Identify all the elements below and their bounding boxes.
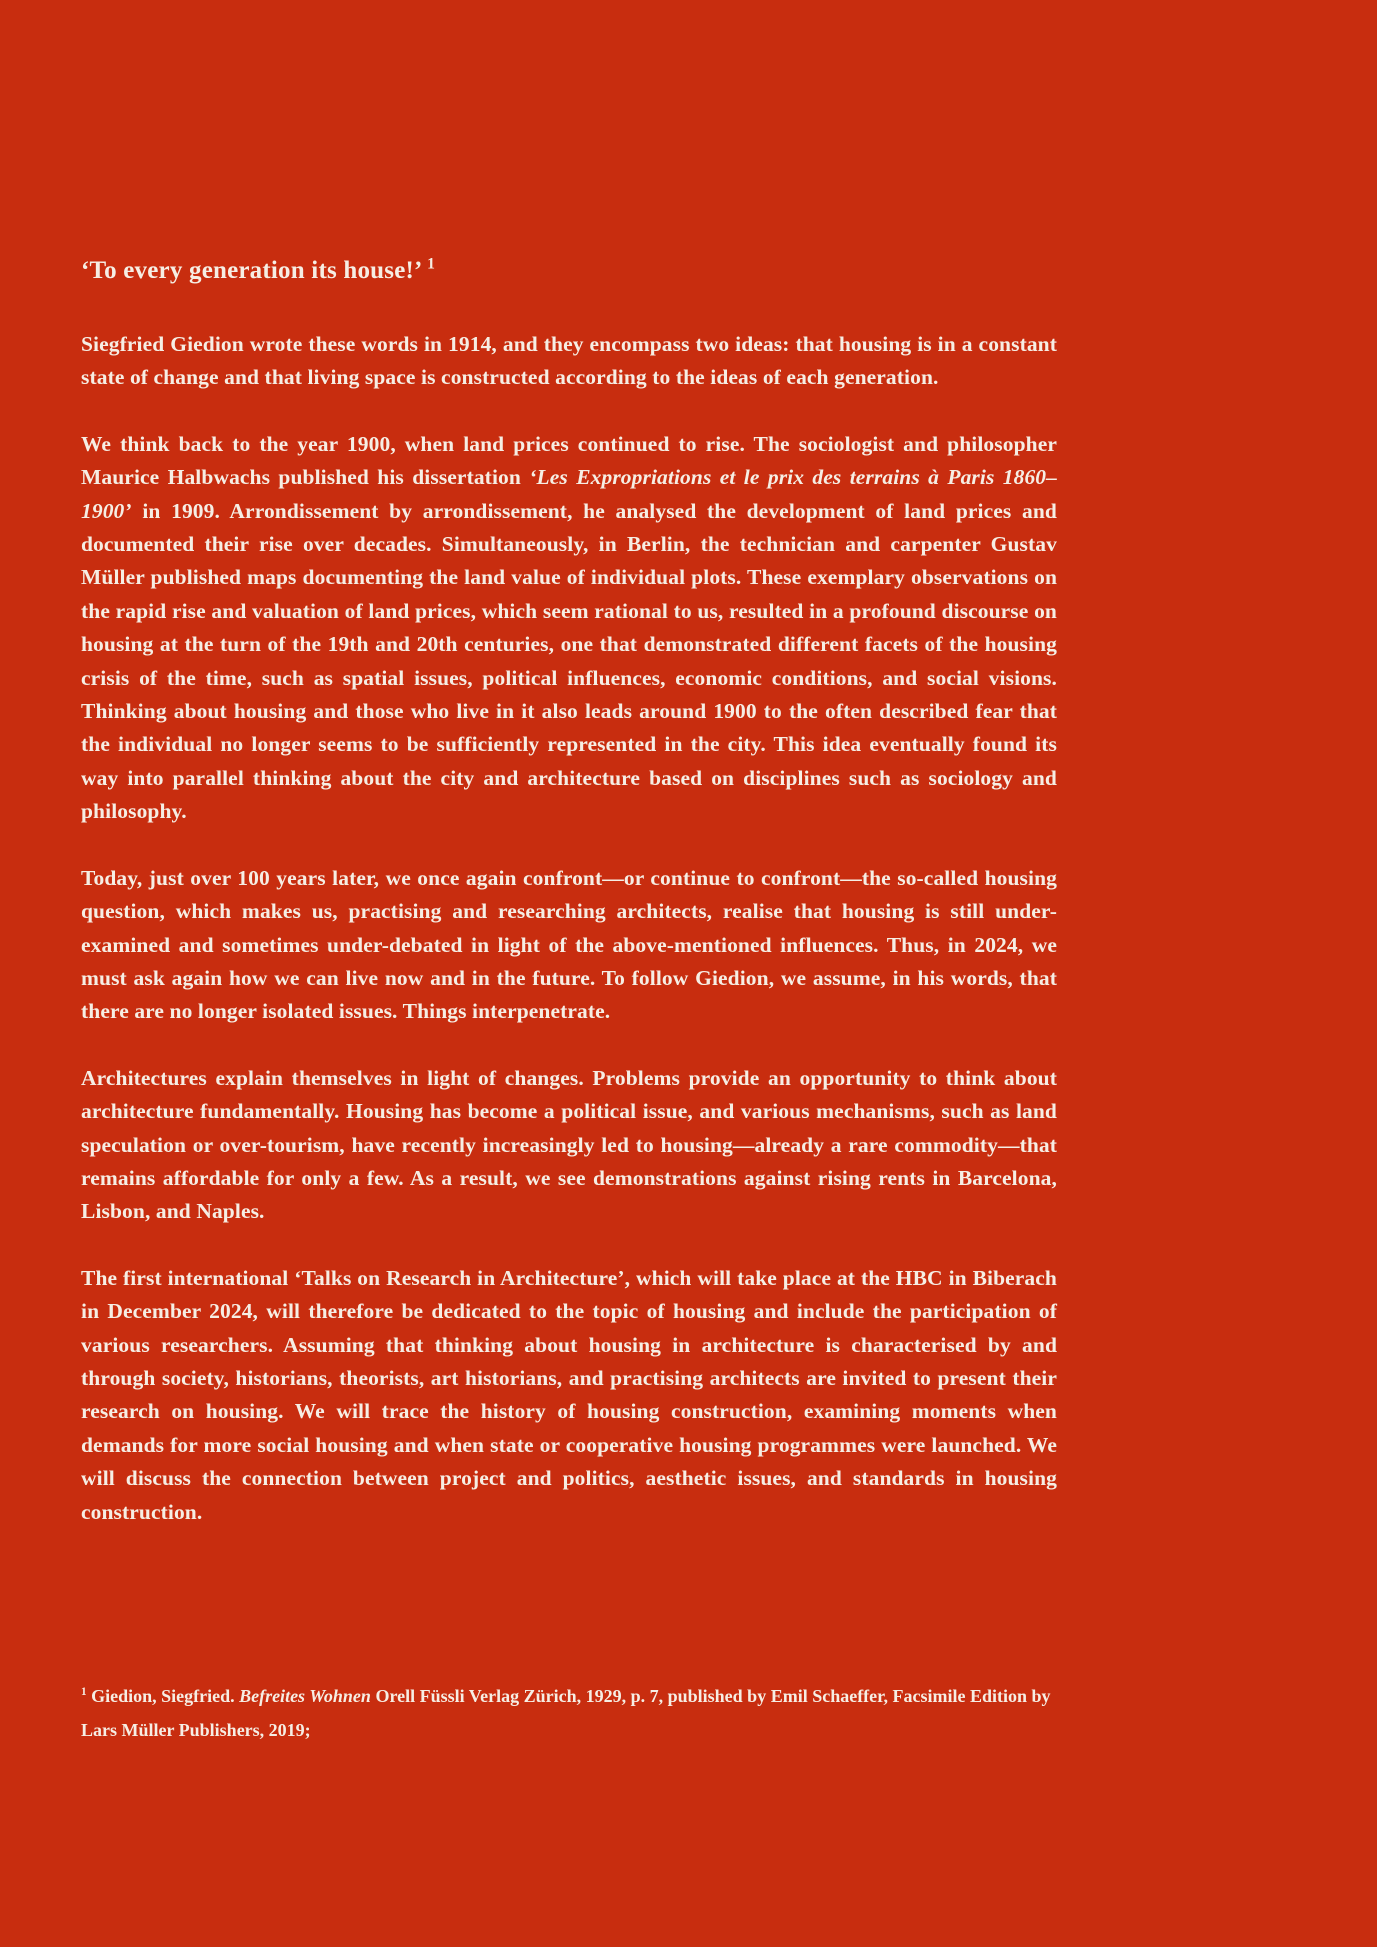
text-run: ‘To every generation its house!’ [81, 257, 428, 284]
text-run: Giedion, Siegfried. [86, 1686, 240, 1706]
superscript-marker: 1 [427, 255, 436, 273]
text-run: Siegfried Giedion wrote these words in 1914, and they encompass two ideas: that housing is in a constant state of change and that living space is constructed according to the ideas of each generation. [81, 332, 1057, 390]
superscript-marker: 1 [81, 1686, 87, 1698]
page-title [81, 256, 1057, 286]
body-paragraphs [81, 328, 1057, 1529]
text-run: Orell Füssli Verlag Zürich, 1929, p. 7, published by Emil Schaeffer, Facsimile Edition by Lars Müller Publishers, 2019; [81, 1686, 1051, 1740]
text-run: Today, just over 100 years later, we once again confront—or continue to confront—the so-called housing question, which makes us, practising and researching architects, realise that housing is still under-examined and sometimes under-debated in light of the above-mentioned influences. Thus, in 2024, we must ask again how we can live now and in the future. To follow Giedion, we assume, in his words, that there are no longer isolated issues. Things interpenetrate. [81, 865, 1057, 1024]
text-run: Architectures explain themselves in light of changes. Problems provide an opportunity to think about architecture fundamentally. Housing has become a political issue, and various mechanisms, such as land speculation or over-tourism, have recently increasingly led to housing—already a rare commodity—that remains affordable for only a few. As a result, we see demonstrations against rising rents in Barcelona, Lisbon, and Naples. [81, 1065, 1057, 1224]
text-run: in 1909. Arrondissement by arrondissement, he analysed the development of land prices and documented their rise over decades. Simultaneously, in Berlin, the technician and carpenter Gustav Müller published maps documenting the land value of individual plots. These exemplary observations on the rapid rise and valuation of land prices, which seem rational to us, resulted in a profound discourse on housing at the turn of the 19th and 20th centuries, one that demonstrated different facets of the housing crisis of the time, such as spatial issues, political influences, economic conditions, and social visions. Thinking about housing and those who live in it also leads around 1900 to the often described fear that the individual no longer seems to be sufficiently represented in the city. This idea eventually found its way into parallel thinking about the city and architecture based on disciplines such as sociology and philosophy. [81, 498, 1057, 824]
text-run: Befreites Wohnen [239, 1686, 371, 1706]
paragraph [81, 1262, 1057, 1529]
paragraph [81, 1062, 1057, 1229]
paragraph [81, 862, 1057, 1029]
text-run: The first international ‘Talks on Research in Architecture’, which will take place at the HBC in Biberach in December 2024, will therefore be dedicated to the topic of housing and include the participation of various researchers. Assuming that thinking about housing in architecture is characterised by and through society, historians, theorists, art historians, and practising architects are invited to present their research on housing. We will trace the history of housing construction, examining moments when demands for more social housing and when state or cooperative housing programmes were launched. We will discuss the connection between project and politics, aesthetic issues, and standards in housing construction. [81, 1265, 1057, 1524]
text-content [81, 256, 1057, 1747]
paragraph [81, 328, 1057, 395]
paragraph [81, 428, 1057, 829]
text-run: We think back to the year 1900, when land prices continued to rise. The sociologist and philosopher Maurice Halbwachs published his dissertation [81, 431, 1057, 490]
text-run: ‘Les Expropriations et le prix des terrains à Paris 1860–1900’ [81, 465, 1058, 523]
footnote [81, 1679, 1057, 1747]
